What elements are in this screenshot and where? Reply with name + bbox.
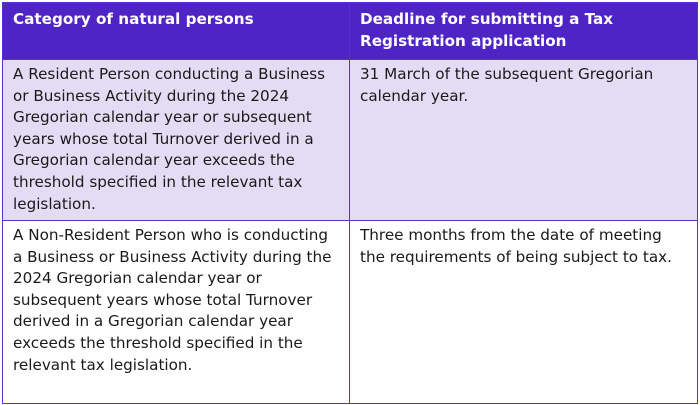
table-header bbox=[3, 3, 698, 60]
cell-category: A Resident Person conducting a Business or Business Activity during the 2024 Gregorian calendar year or subsequent years whose total Turnover derived in a Gregorian calendar year exceeds the threshold specified in the relevant tax legislation. bbox=[3, 60, 350, 221]
header-deadline: Deadline for submitting a Tax Registration application bbox=[350, 3, 698, 60]
header-category: Category of natural persons bbox=[3, 3, 350, 60]
table-row bbox=[3, 60, 698, 221]
cell-category: A Non-Resident Person who is conducting a Business or Business Activity during the 2024 Gregorian calendar year or subsequent years whose total Turnover derived in a Gregorian calendar year exceeds the threshold specified in the relevant tax legislation. bbox=[3, 221, 350, 404]
tax-registration-deadlines-table bbox=[2, 2, 698, 404]
cell-deadline: Three months from the date of meeting the requirements of being subject to tax. bbox=[350, 221, 698, 404]
header-row bbox=[3, 3, 698, 60]
table-row bbox=[3, 221, 698, 404]
table-body bbox=[3, 60, 698, 404]
cell-deadline: 31 March of the subsequent Gregorian calendar year. bbox=[350, 60, 698, 221]
